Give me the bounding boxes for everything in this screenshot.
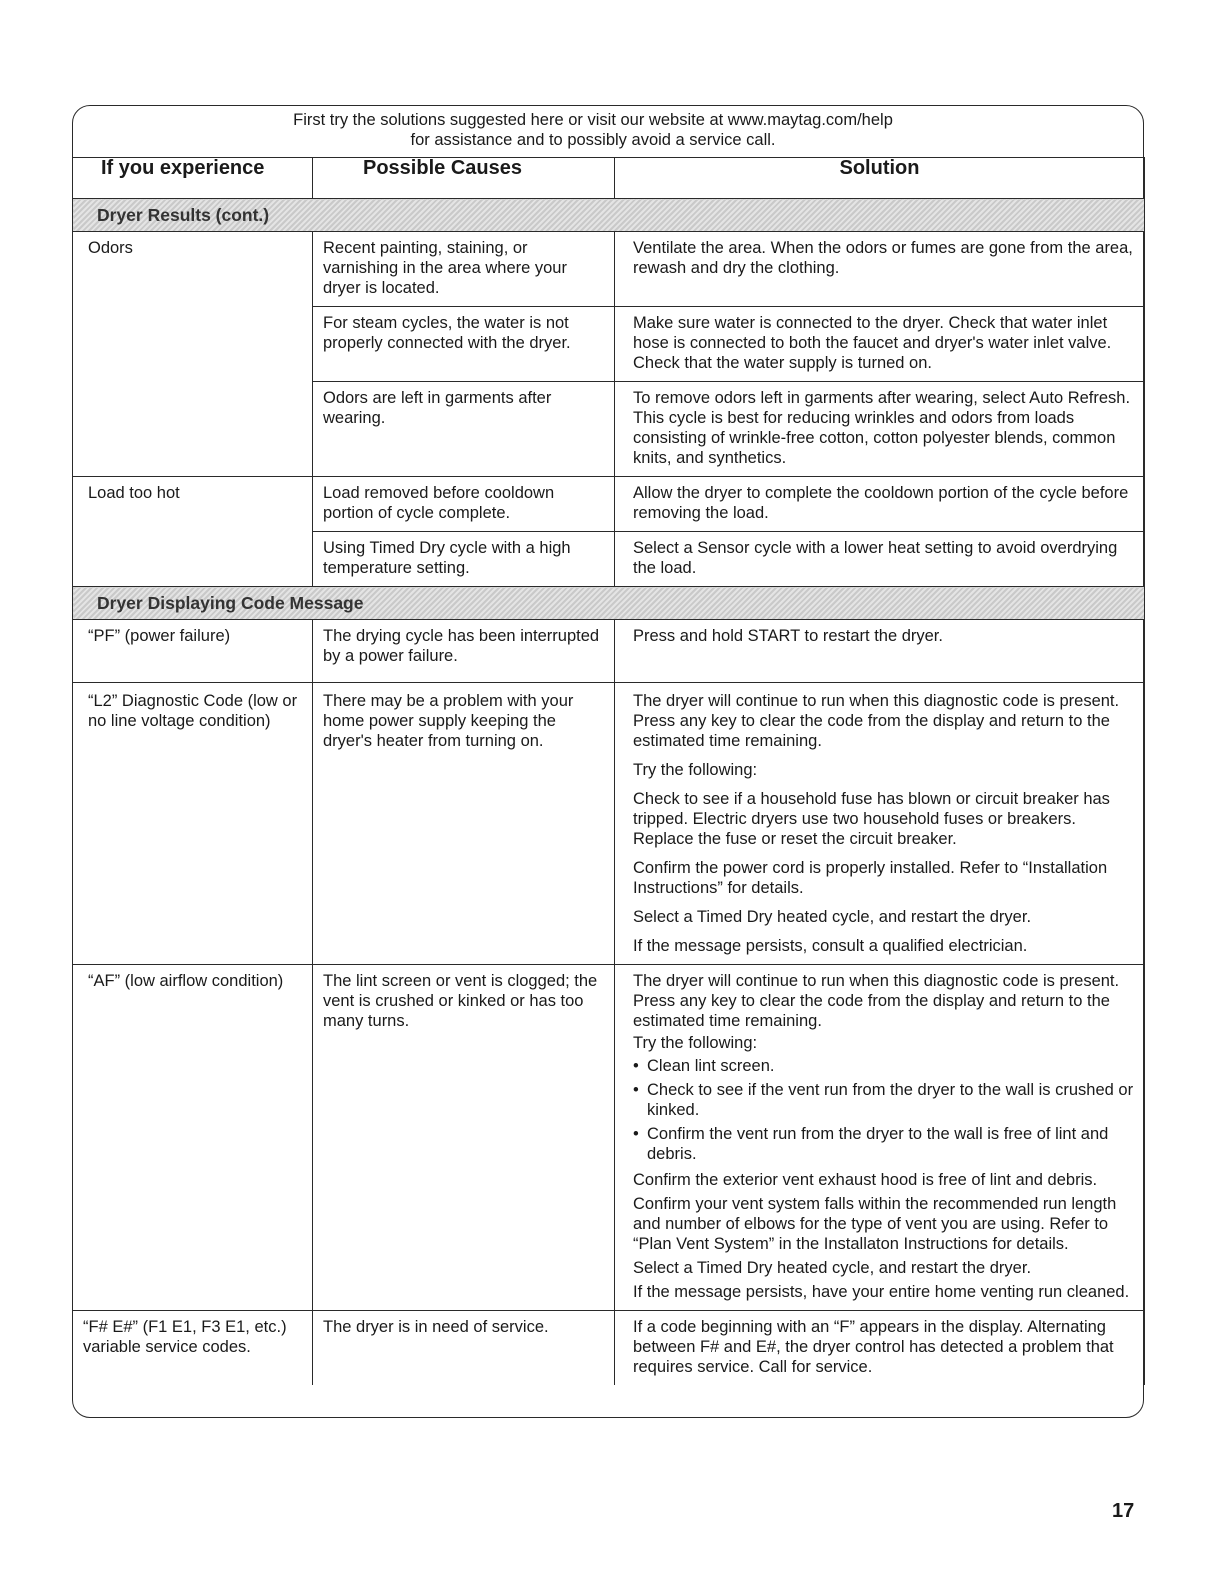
cause-text: Recent painting, staining, or varnishing in the area where your dryer is located. [313, 232, 615, 307]
table-header-row [73, 158, 1145, 199]
bullet-item: • Clean lint screen. [633, 1056, 1134, 1076]
intro-text [72, 110, 1144, 150]
solution-text: To remove odors left in garments after wearing, select Auto Refresh. This cycle is best for reducing wrinkles and odors from loads consisting of wrinkle-free cotton, cotton polyester blends, common knits, and synthetics. [615, 382, 1145, 477]
experience-odors: Odors [73, 232, 313, 477]
solution-text: Ventilate the area. When the odors or fumes are gone from the area, rewash and dry the clothing. [615, 232, 1145, 307]
table-row [73, 965, 1145, 1311]
cause-text: Load removed before cooldown portion of cycle complete. [313, 477, 615, 532]
solution-text: The dryer will continue to run when this diagnostic code is present. Press any key to clear the code from the display and return to the estimated time remaining. [633, 972, 1120, 1030]
section-row [73, 587, 1145, 620]
table-row [73, 620, 1145, 683]
section-title-code-message: Dryer Displaying Code Message [73, 587, 1145, 620]
solution-text: Confirm the power cord is properly installed. Refer to “Installation Instructions” for details. [633, 859, 1108, 897]
cause-text: The dryer is in need of service. [313, 1311, 615, 1386]
solution-text: Confirm your vent system falls within the recommended run length and number of elbows for the type of vent you are using. Refer to “Plan Vent System” in the Installaton Instructions for details. [633, 1195, 1117, 1253]
page-number: 17 [1112, 1500, 1135, 1522]
solution-text: Confirm the exterior vent exhaust hood is free of lint and debris. [633, 1171, 1098, 1189]
header-solution: Solution [615, 158, 1145, 199]
solution-text: Select a Sensor cycle with a lower heat setting to avoid overdrying the load. [615, 532, 1145, 587]
solution-text: Press and hold START to restart the dryer. [615, 620, 1145, 683]
solution-text: Select a Timed Dry heated cycle, and restart the dryer. [633, 908, 1032, 926]
solution-text: Try the following: [633, 1034, 758, 1052]
header-possible-causes: Possible Causes [313, 158, 615, 199]
section-title-dryer-results: Dryer Results (cont.) [73, 199, 1145, 232]
solution-cell [615, 683, 1145, 965]
cause-text: For steam cycles, the water is not properly connected with the dryer. [313, 307, 615, 382]
solution-bullet-list [633, 1056, 1134, 1164]
intro-line-1: First try the solutions suggested here or visit our website at www.maytag.com/help [293, 111, 893, 129]
solution-text: If a code beginning with an “F” appears in the display. Alternating between F# and E#, the dryer control has detected a problem that requires service. Call for service. [615, 1311, 1145, 1386]
experience-f-e-codes: “F# E#” (F1 E1, F3 E1, etc.) variable service codes. [73, 1311, 313, 1386]
solution-text: Try the following: [633, 761, 758, 779]
table-row [73, 1311, 1145, 1386]
bullet-item: • Confirm the vent run from the dryer to the wall is free of lint and debris. [633, 1124, 1134, 1164]
cause-text: The drying cycle has been interrupted by a power failure. [313, 620, 615, 683]
solution-text: Select a Timed Dry heated cycle, and restart the dryer. [633, 1259, 1032, 1277]
table-row [73, 232, 1145, 307]
solution-text: The dryer will continue to run when this diagnostic code is present. Press any key to clear the code from the display and return to the estimated time remaining. [633, 692, 1120, 750]
cause-text: Using Timed Dry cycle with a high temperature setting. [313, 532, 615, 587]
intro-line-2: for assistance and to possibly avoid a service call. [410, 131, 776, 149]
solution-text: If the message persists, have your entire home venting run cleaned. [633, 1283, 1130, 1301]
header-experience: If you experience [73, 158, 313, 199]
troubleshooting-table [72, 157, 1145, 1385]
solution-text: Allow the dryer to complete the cooldown portion of the cycle before removing the load. [615, 477, 1145, 532]
table-row [73, 477, 1145, 532]
solution-text: Check to see if a household fuse has blown or circuit breaker has tripped. Electric dryers use two household fuses or breakers. Replace the fuse or reset the circuit breaker. [633, 790, 1110, 848]
experience-af: “AF” (low airflow condition) [73, 965, 313, 1311]
bullet-item: • Check to see if the vent run from the dryer to the wall is crushed or kinked. [633, 1080, 1134, 1120]
solution-cell [615, 965, 1145, 1311]
section-row [73, 199, 1145, 232]
solution-text: Make sure water is connected to the dryer. Check that water inlet hose is connected to both the faucet and dryer's water inlet valve. Check that the water supply is turned on. [615, 307, 1145, 382]
cause-text: There may be a problem with your home power supply keeping the dryer's heater from turning on. [313, 683, 615, 965]
experience-pf: “PF” (power failure) [73, 620, 313, 683]
experience-l2: “L2” Diagnostic Code (low or no line voltage condition) [73, 683, 313, 965]
cause-text: Odors are left in garments after wearing. [313, 382, 615, 477]
cause-text: The lint screen or vent is clogged; the vent is crushed or kinked or has too many turns. [313, 965, 615, 1311]
solution-text: If the message persists, consult a qualified electrician. [633, 937, 1028, 955]
experience-load-too-hot: Load too hot [73, 477, 313, 587]
table-row [73, 683, 1145, 965]
